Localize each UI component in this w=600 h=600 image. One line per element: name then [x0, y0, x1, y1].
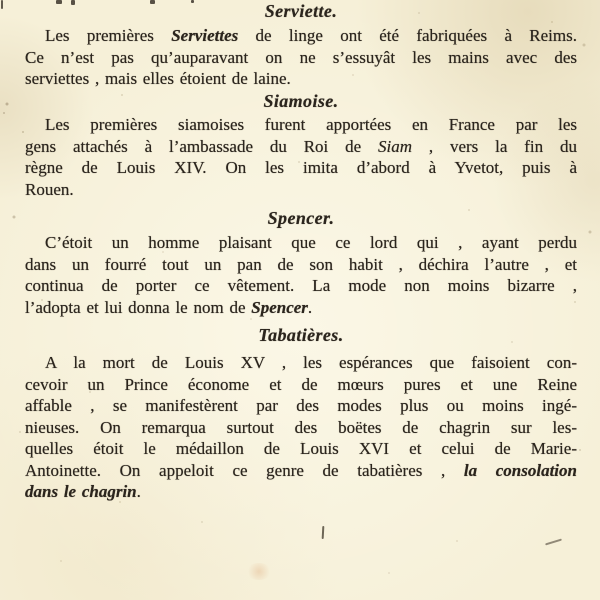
text-line [25, 438, 577, 460]
text-segment: Antoinette. On appeloit ce genre de tabatières , [25, 460, 464, 480]
text-segment: serviettes , mais elles étoient de laine. [25, 69, 291, 88]
text-segment: dans le chagrin [25, 482, 137, 501]
text-segment: l’adopta et lui donna le nom de [25, 297, 252, 317]
text-segment: affable , se manifestèrent par des modes plus ou moins ingé- [25, 396, 577, 415]
paragraph [25, 232, 577, 318]
text-line [25, 352, 577, 374]
text-segment: , vers la fin du [412, 136, 577, 156]
text-segment: A la mort de Louis XV , les espérances que faisoient con- [45, 353, 577, 372]
text-segment: dans un fourré tout un pan de son habit , déchira l’autre , et [25, 254, 577, 274]
text-line [25, 395, 577, 417]
text-line [25, 460, 577, 482]
text-segment: Siam [378, 136, 413, 156]
text-segment: de linge ont été fabriquées à Reims. [238, 26, 577, 45]
text-segment: C’étoit un homme plaisant que ce lord qui , ayant perdu [45, 233, 577, 252]
text-line [25, 275, 577, 297]
text-segment: Les premières [45, 26, 172, 45]
text-line [25, 417, 577, 439]
section-heading: Spencer. [267, 208, 335, 228]
text-segment: Ce n’est pas qu’auparavant on ne s’essuyât les mains avec des [25, 47, 577, 67]
text-segment: quelles étoit le médaillon de Louis XVI et celui de Marie- [25, 439, 577, 458]
text-segment: nieuses. On remarqua surtout des boëtes de chagrin sur les- [25, 417, 577, 437]
text-line [25, 47, 577, 69]
text-line [25, 157, 577, 179]
text-line [25, 68, 577, 90]
ink-mark [545, 539, 562, 546]
text-segment: Spencer [251, 297, 308, 317]
text-segment: règne de Louis XIV. On les imita d’abord à Yvetot, puis à [25, 158, 577, 177]
ink-mark [1, 0, 3, 9]
text-line [25, 481, 577, 503]
text-segment: gens attachés à l’ambassade du Roi de [25, 136, 379, 156]
paragraph [25, 114, 577, 200]
paragraph [25, 25, 577, 90]
text-line [25, 297, 577, 319]
text-segment: . [136, 482, 141, 501]
text-line [25, 114, 577, 136]
section-heading: Siamoise. [263, 91, 339, 111]
text-segment: continua de porter ce vêtement. La mode non moins bizarre , [25, 276, 577, 295]
section-heading: Tabatières. [258, 325, 344, 345]
text-segment: Serviettes [171, 26, 239, 45]
text-line [25, 374, 577, 396]
ink-mark [322, 526, 325, 539]
text-segment: la consolation [463, 460, 577, 480]
paper-stain [246, 563, 272, 580]
text-line [25, 136, 577, 158]
text-segment: Rouen. [25, 179, 74, 199]
text-line [25, 179, 577, 201]
text-line [25, 232, 577, 254]
section-heading: Serviette. [264, 1, 338, 21]
text-line [25, 254, 577, 276]
text-line [25, 25, 577, 47]
text-segment: . [307, 297, 313, 317]
text-segment: cevoir un Prince économe et de mœurs pures et une Reine [25, 374, 577, 394]
text-segment: Les premières siamoises furent apportées en France par les [45, 115, 577, 134]
paragraph [25, 352, 577, 503]
